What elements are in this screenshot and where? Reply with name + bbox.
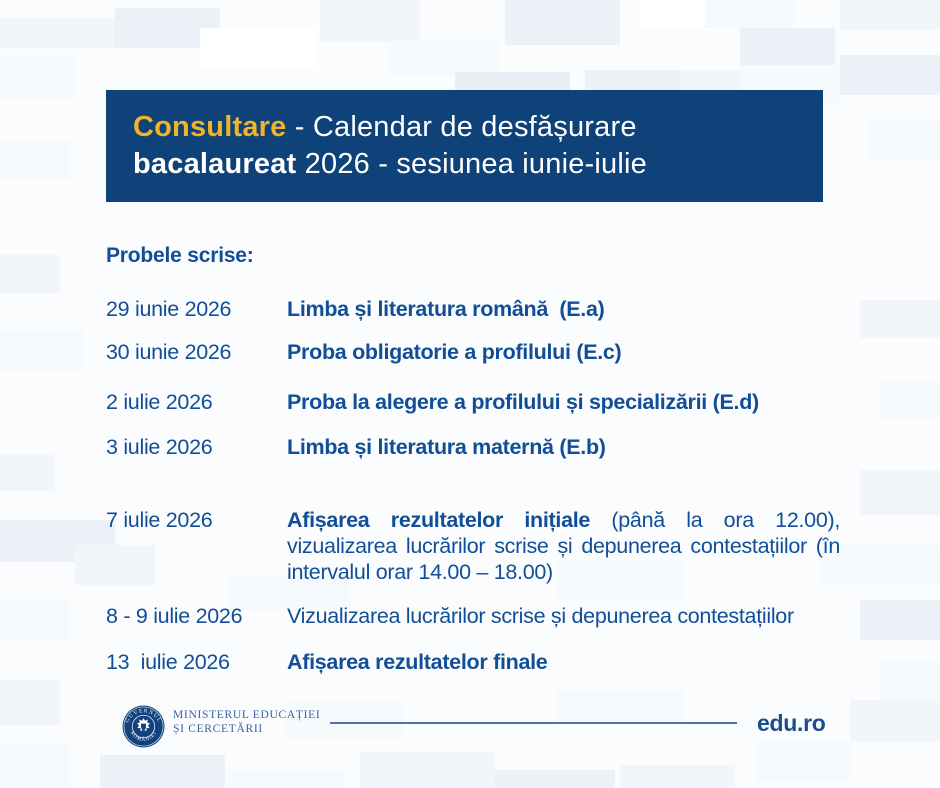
schedule-description-bold: Limba și literatura română (E.a) <box>287 297 605 321</box>
ministry-line-2: ȘI CERCETĂRII <box>173 722 263 735</box>
schedule-row <box>106 389 878 415</box>
seal-text-bottom: ROMÂNIEI <box>128 730 159 743</box>
ministry-line-1: MINISTERUL EDUCAȚIEI <box>173 709 321 721</box>
schedule-row <box>106 649 878 675</box>
schedule-row <box>106 507 878 585</box>
government-seal-logo <box>122 705 165 748</box>
schedule-date: 13 iulie 2026 <box>106 650 230 674</box>
schedule-row <box>106 434 878 460</box>
schedule-description <box>287 434 878 460</box>
title-accent-word: Consultare <box>133 110 287 143</box>
schedule-description <box>287 603 878 629</box>
schedule-row <box>106 339 878 365</box>
title-banner <box>106 90 823 202</box>
schedule-description <box>287 649 878 675</box>
schedule-description-regular: (până la ora 12.00), vizualizarea lucrărilor scrise și depunerea contestațiilor (în intervalul orar 14.00 – 18.00) <box>287 508 846 584</box>
section-title: Probele scrise: <box>106 244 254 267</box>
schedule-description-bold: Limba și literatura maternă (E.b) <box>287 435 606 459</box>
schedule-list <box>106 296 878 675</box>
footer-divider-line <box>330 722 737 724</box>
title-line-2-rest: 2026 - sesiunea iunie-iulie <box>296 148 648 180</box>
schedule-description <box>287 296 878 322</box>
edu-ro-label: edu.ro <box>757 710 826 736</box>
schedule-date: 29 iunie 2026 <box>106 297 232 321</box>
ministry-name <box>173 709 320 736</box>
schedule-description-bold: Proba obligatorie a profilului (E.c) <box>287 340 622 364</box>
title-line-2 <box>133 146 823 184</box>
schedule-date: 30 iunie 2026 <box>106 340 232 364</box>
schedule-row <box>106 296 878 322</box>
schedule-description <box>287 507 846 585</box>
title-line-1-rest: - Calendar de desfășurare <box>286 110 637 143</box>
schedule-date: 8 - 9 iulie 2026 <box>106 604 243 628</box>
schedule-row <box>106 603 878 629</box>
schedule-description-bold: Proba la alegere a profilului și specializării (E.d) <box>287 390 759 414</box>
title-line-1 <box>133 109 823 147</box>
schedule-date: 2 iulie 2026 <box>106 390 213 414</box>
schedule-date: 3 iulie 2026 <box>106 435 213 459</box>
seal-text-top: GUVERNUL <box>124 708 163 724</box>
title-bold-word: bacalaureat <box>133 148 297 180</box>
schedule-date: 7 iulie 2026 <box>106 508 213 532</box>
schedule-description <box>287 339 878 365</box>
schedule-description-regular: Vizualizarea lucrărilor scrise și depunerea contestațiilor <box>287 604 794 628</box>
schedule-description-bold: Afișarea rezultatelor inițiale <box>287 508 591 532</box>
schedule-description <box>287 389 878 415</box>
schedule-description-bold: Afișarea rezultatelor finale <box>287 650 548 674</box>
